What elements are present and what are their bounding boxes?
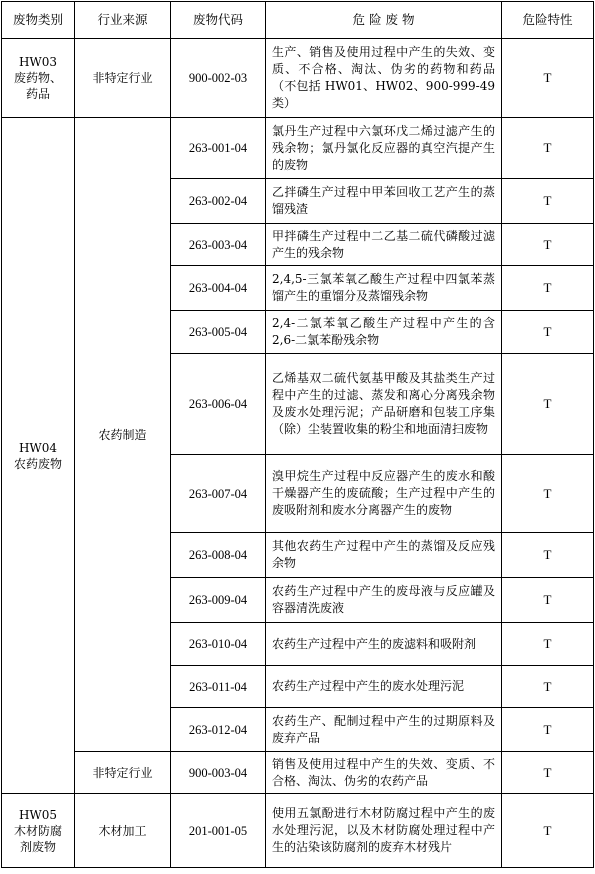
hazard-characteristic: T [502, 39, 594, 118]
category-cell-hw05 [2, 794, 75, 868]
hazard-characteristic: T [502, 224, 594, 266]
waste-description: 其他农药生产过程中产生的蒸馏及反应残余物 [266, 533, 502, 578]
header-characteristic: 危险特性 [502, 2, 594, 39]
category-cell-hw04 [2, 118, 75, 794]
header-category: 废物类别 [2, 2, 75, 39]
category-name-line: 剂废物 [19, 839, 56, 854]
hazard-characteristic: T [502, 752, 594, 794]
hazard-characteristic: T [502, 623, 594, 666]
header-description: 危 险 废 物 [266, 2, 502, 39]
header-source: 行业来源 [75, 2, 171, 39]
waste-code: 263-011-04 [171, 666, 266, 708]
category-name-line: 木材防腐 [13, 823, 62, 838]
waste-description: 溴甲烷生产过程中反应器产生的废水和酸干燥器产生的废硫酸；生产过程中产生的废吸附剂和废水分离器产生的废物 [266, 455, 502, 533]
waste-description: 生产、销售及使用过程中产生的失效、变质、不合格、淘汰、伪劣的药物和药品（不包括 HW01、HW02、900-999-49 类） [266, 39, 502, 118]
source-cell: 木材加工 [75, 794, 171, 868]
category-name-line: 废药物、 [13, 71, 62, 85]
hazard-characteristic: T [502, 533, 594, 578]
waste-description: 2,4,5-三氯苯氧乙酸生产过程中四氯苯蒸馏产生的重馏分及蒸馏残余物 [266, 266, 502, 311]
table-row [2, 752, 594, 794]
hazard-characteristic: T [502, 118, 594, 179]
waste-code: 263-006-04 [171, 354, 266, 455]
category-code: HW05 [18, 807, 58, 822]
table-row [2, 118, 594, 179]
category-name-line: 农药废物 [13, 456, 62, 471]
waste-code: 263-010-04 [171, 623, 266, 666]
source-cell: 非特定行业 [75, 752, 171, 794]
hazard-characteristic: T [502, 794, 594, 868]
waste-description: 农药生产过程中产生的废母液与反应罐及容器清洗废液 [266, 578, 502, 623]
waste-code: 201-001-05 [171, 794, 266, 868]
waste-description: 乙拌磷生产过程中甲苯回收工艺产生的蒸馏残渣 [266, 179, 502, 224]
hazard-characteristic: T [502, 455, 594, 533]
waste-code: 263-005-04 [171, 311, 266, 354]
hazard-characteristic: T [502, 179, 594, 224]
waste-code: 900-003-04 [171, 752, 266, 794]
waste-description: 农药生产过程中产生的废水处理污泥 [266, 666, 502, 708]
hazard-characteristic: T [502, 708, 594, 752]
waste-code: 263-009-04 [171, 578, 266, 623]
waste-code: 263-001-04 [171, 118, 266, 179]
category-code: HW04 [18, 440, 58, 455]
hazard-characteristic: T [502, 354, 594, 455]
hazard-characteristic: T [502, 666, 594, 708]
category-code: HW03 [18, 55, 58, 69]
hazard-characteristic: T [502, 578, 594, 623]
waste-description: 农药生产、配制过程中产生的过期原料及废弃产品 [266, 708, 502, 752]
waste-code: 263-004-04 [171, 266, 266, 311]
waste-description: 2,4-二氯苯氧乙酸生产过程中产生的含 2,6-二氯苯酚残余物 [266, 311, 502, 354]
table-row [2, 39, 594, 118]
category-name-line: 药品 [25, 87, 50, 101]
waste-code: 263-007-04 [171, 455, 266, 533]
waste-code: 263-008-04 [171, 533, 266, 578]
waste-code: 263-003-04 [171, 224, 266, 266]
header-code: 废物代码 [171, 2, 266, 39]
waste-description: 甲拌磷生产过程中二乙基二硫代磷酸过滤产生的残余物 [266, 224, 502, 266]
waste-description: 农药生产过程中产生的废滤料和吸附剂 [266, 623, 502, 666]
hazardous-waste-table [1, 1, 594, 868]
hazard-characteristic: T [502, 266, 594, 311]
waste-code: 263-012-04 [171, 708, 266, 752]
source-cell: 非特定行业 [75, 39, 171, 118]
table-row [2, 794, 594, 868]
category-cell-hw03 [2, 39, 75, 118]
waste-description: 销售及使用过程中产生的失效、变质、不合格、淘汰、伪劣的农药产品 [266, 752, 502, 794]
waste-code: 900-002-03 [171, 39, 266, 118]
waste-description: 乙烯基双二硫代氨基甲酸及其盐类生产过程中产生的过滤、蒸发和离心分离残余物及废水处理污泥；产品研磨和包装工序集（除）尘装置收集的粉尘和地面清扫废物 [266, 354, 502, 455]
hazard-characteristic: T [502, 311, 594, 354]
waste-description: 氯丹生产过程中六氯环戊二烯过滤产生的残余物；氯丹氯化反应器的真空汽提产生的废物 [266, 118, 502, 179]
waste-description: 使用五氯酚进行木材防腐过程中产生的废水处理污泥，以及木材防腐处理过程中产生的沾染该防腐剂的废弃木材残片 [266, 794, 502, 868]
header-row [2, 2, 594, 39]
waste-code: 263-002-04 [171, 179, 266, 224]
source-cell: 农药制造 [75, 118, 171, 752]
